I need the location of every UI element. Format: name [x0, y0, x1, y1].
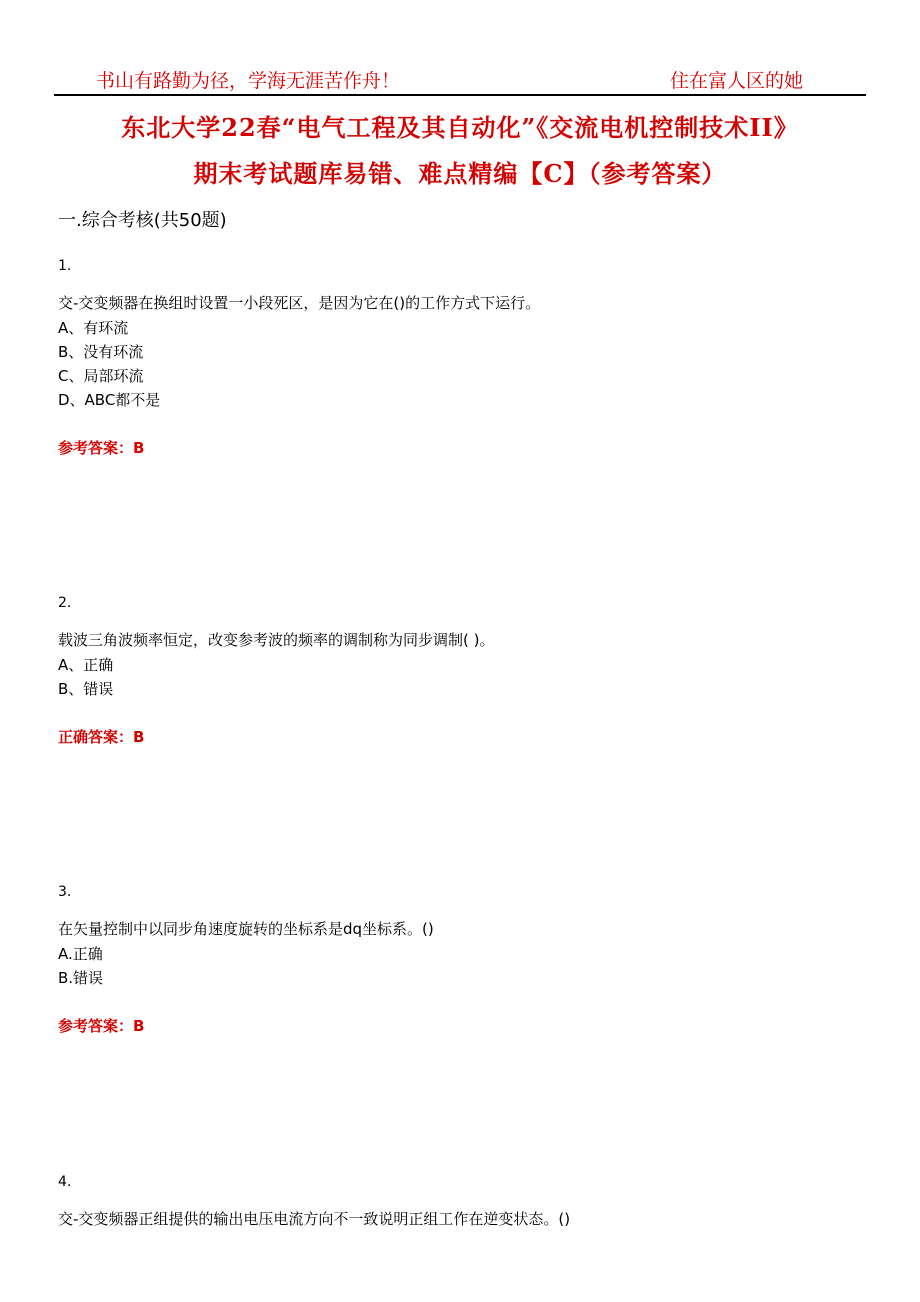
question-1-answer: 参考答案：B — [58, 439, 145, 457]
document-title-line-2: 期末考试题库易错、难点精编【C】（参考答案） — [193, 159, 727, 188]
question-1-option-c: C、局部环流 — [58, 367, 144, 385]
document-title-line-1: 东北大学22春“电气工程及其自动化”《交流电机控制技术II》 — [121, 113, 799, 142]
question-4-text: 交-交变频器正组提供的输出电压电流方向不一致说明正组工作在逆变状态。() — [58, 1210, 571, 1228]
question-2-text: 载波三角波频率恒定，改变参考波的频率的调制称为同步调制( )。 — [58, 631, 495, 649]
header-left-motto: 书山有路勤为径，学海无涯苦作舟！ — [96, 70, 401, 92]
section-heading: 一.综合考核(共50题) — [58, 210, 227, 231]
question-4-number: 4. — [58, 1174, 72, 1190]
header-right-motto: 住在富人区的她 — [670, 70, 804, 92]
header-divider — [54, 94, 866, 96]
question-1-number: 1. — [58, 258, 72, 274]
question-2-option-b: B、错误 — [58, 680, 114, 698]
question-3-option-b: B.错误 — [58, 969, 104, 987]
question-3-answer: 参考答案：B — [58, 1017, 145, 1035]
question-3-text: 在矢量控制中以同步角速度旋转的坐标系是dq坐标系。() — [58, 920, 434, 938]
question-1-option-d: D、ABC都不是 — [58, 391, 161, 409]
question-3-number: 3. — [58, 884, 72, 900]
question-1-option-a: A、有环流 — [58, 319, 129, 337]
question-1-option-b: B、没有环流 — [58, 343, 144, 361]
question-2-answer: 正确答案：B — [58, 728, 145, 746]
question-3-option-a: A.正确 — [58, 945, 103, 963]
question-1-text: 交-交变频器在换组时设置一小段死区，是因为它在()的工作方式下运行。 — [58, 294, 541, 312]
page-header — [0, 0, 920, 100]
question-2-number: 2. — [58, 595, 72, 611]
question-2-option-a: A、正确 — [58, 656, 114, 674]
